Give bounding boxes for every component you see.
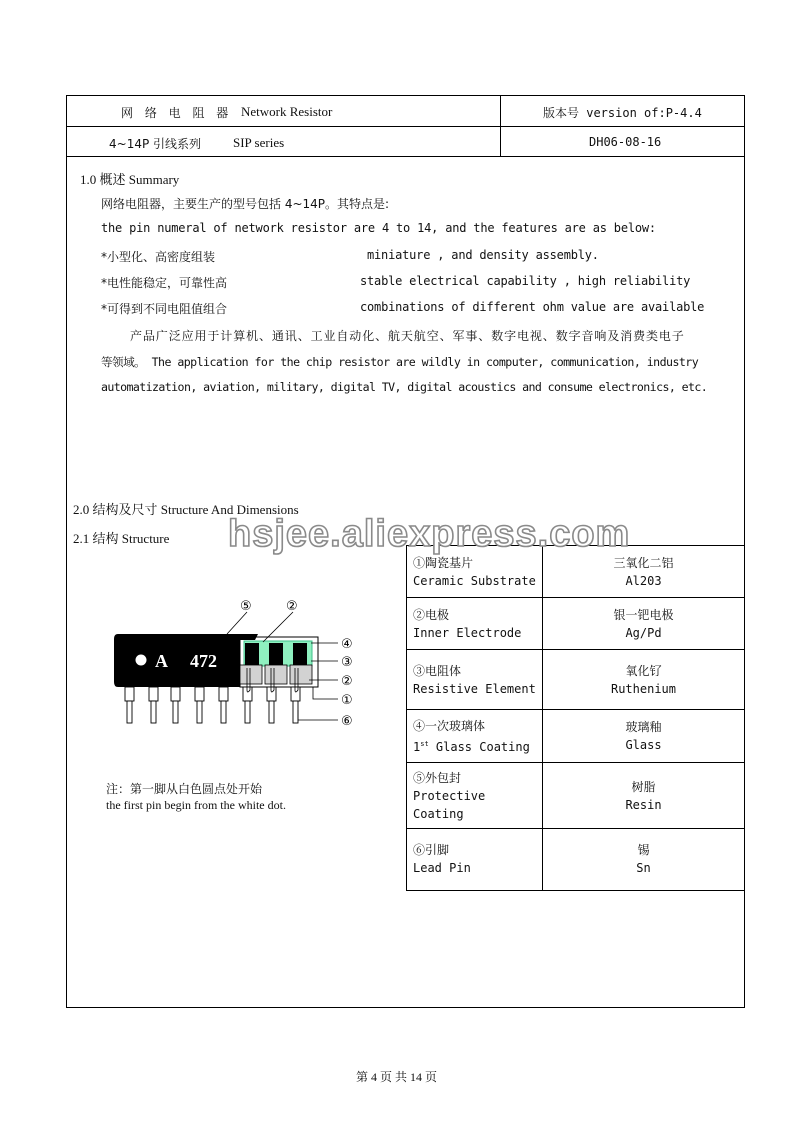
- part-cell: ④一次玻璃体 1st Glass Coating: [407, 710, 543, 763]
- table-row: [407, 710, 745, 763]
- application-line-2: 等领域。 The application for the chip resistor are wildly in computer, communication, industry: [101, 355, 699, 369]
- summary-heading: 1.0 概述 Summary: [80, 172, 180, 187]
- svg-text:①: ①: [341, 693, 353, 708]
- svg-text:⑤: ⑤: [240, 599, 252, 614]
- svg-text:⑥: ⑥: [341, 714, 353, 729]
- header-row-series: [67, 127, 744, 157]
- svg-text:③: ③: [341, 655, 353, 670]
- part-cell: ①陶瓷基片 Ceramic Substrate: [407, 546, 543, 598]
- feature-en-3: combinations of different ohm value are available: [360, 300, 705, 314]
- marking-code: 472: [190, 651, 217, 671]
- table-row: [407, 650, 745, 710]
- series-cn: 4~14P 引线系列: [109, 137, 202, 151]
- summary-intro-cn: 网络电阻器，主要生产的型号包括 4~14P。其特点是:: [101, 197, 390, 211]
- pin-note-en: the first pin begin from the white dot.: [106, 798, 286, 812]
- table-row: [407, 598, 745, 650]
- header-version-cell: [501, 96, 744, 126]
- material-cell: 银一钯电极 Ag/Pd: [543, 598, 745, 650]
- marking-letter: A: [155, 651, 168, 671]
- material-cell: 氧化钌 Ruthenium: [543, 650, 745, 710]
- svg-text:②: ②: [286, 599, 298, 614]
- feature-cn-3: *可得到不同电阻值组合: [101, 302, 228, 316]
- pin-note-cn: 注：第一脚从白色圆点处开始: [106, 782, 263, 796]
- doc-code: DH06-08-16: [589, 135, 662, 149]
- application-line-1: 产品广泛应用于计算机、通讯、工业自动化、航天航空、军事、数字电视、数字音响及消费类电子: [130, 329, 685, 343]
- table-row: [407, 829, 745, 891]
- feature-en-2: stable electrical capability , high reliability: [360, 274, 691, 288]
- svg-text:②: ②: [341, 674, 353, 689]
- part-cell: ⑥引脚 Lead Pin: [407, 829, 543, 891]
- feature-en-1: miniature , and density assembly.: [367, 248, 599, 262]
- header-row-title: [67, 96, 744, 127]
- material-cell: 三氧化二铝 Al203: [543, 546, 745, 598]
- feature-cn-2: *电性能稳定，可靠性高: [101, 276, 228, 290]
- header-series-cell: [67, 127, 501, 156]
- material-cell: 树脂 Resin: [543, 763, 745, 829]
- part-cell: ③电阻体 Resistive Element: [407, 650, 543, 710]
- series-en: SIP series: [233, 135, 285, 150]
- summary-intro-en: the pin numeral of network resistor are 4 to 14, and the features are as below:: [101, 221, 656, 235]
- structure-heading: 2.0 结构及尺寸 Structure And Dimensions: [73, 502, 299, 517]
- title-cn: 网 络 电 阻 器: [121, 106, 233, 120]
- header-code-cell: [501, 127, 744, 156]
- part-cell: ②电极 Inner Electrode: [407, 598, 543, 650]
- part-cell: ⑤外包封 Protective Coating: [407, 763, 543, 829]
- feature-cn-1: *小型化、高密度组装: [101, 250, 216, 264]
- svg-text:④: ④: [341, 637, 353, 652]
- title-en: Network Resistor: [241, 104, 333, 119]
- materials-table: [406, 545, 745, 891]
- header-title-cell: [67, 96, 501, 126]
- version-label: 版本号 version of:P-4.4: [543, 106, 702, 120]
- structure-subheading: 2.1 结构 Structure: [73, 531, 170, 546]
- resistor-structure-diagram: [100, 590, 370, 735]
- table-row: [407, 763, 745, 829]
- sip-resistor-illustration: [100, 590, 370, 735]
- watermark: hsjee.aliexpress.com: [228, 513, 631, 555]
- page-footer: 第 4 页 共 14 页: [355, 1070, 437, 1084]
- application-line-3: automatization, aviation, military, digital TV, digital acoustics and consume electronics, etc.: [101, 380, 708, 394]
- pin-note: [106, 781, 286, 813]
- material-cell: 玻璃釉 Glass: [543, 710, 745, 763]
- material-cell: 锡 Sn: [543, 829, 745, 891]
